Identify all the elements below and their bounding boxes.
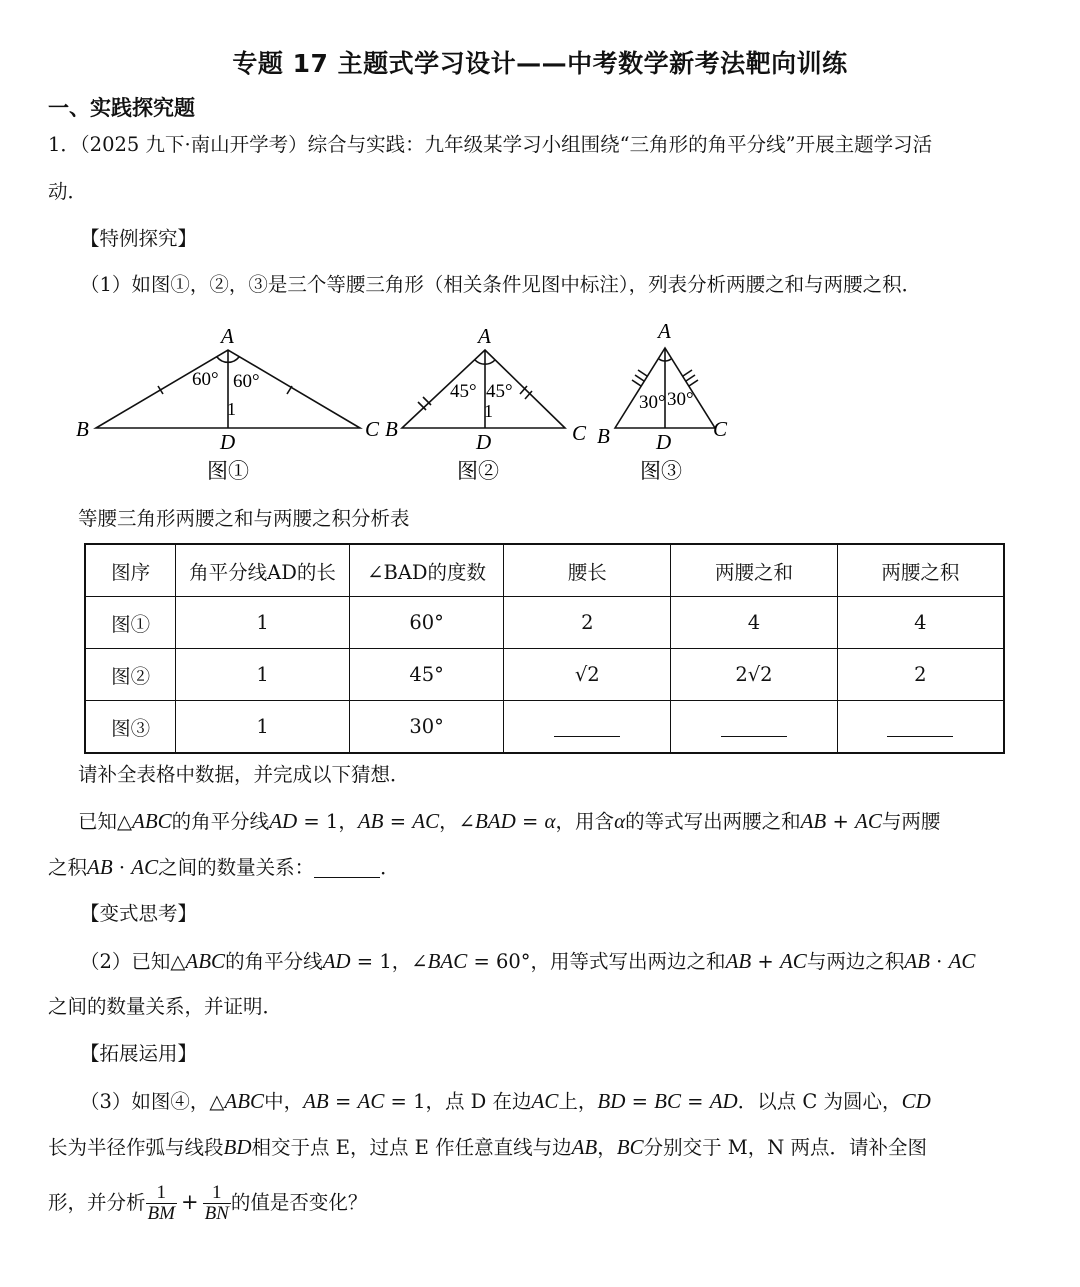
fig2-label-b: B xyxy=(385,417,398,441)
table-row xyxy=(85,649,1004,701)
analysis-table xyxy=(84,543,1005,754)
header-cell: 腰长 xyxy=(504,544,671,597)
fig1-label-b: B xyxy=(76,417,89,441)
table-cell: 图③ xyxy=(85,701,176,754)
part3-line3: 形，并分析 $\frac{1}{BM}$ + $\frac{1}{BN}$ 的值是否变化？ xyxy=(48,1182,368,1224)
table-cell: √2 xyxy=(504,649,671,701)
table-cell: 1 xyxy=(176,597,350,649)
fig2-label-a: A xyxy=(478,324,491,348)
after-table-line1: 请补全表格中数据，并完成以下猜想． xyxy=(78,763,410,786)
part2-line2: 之间的数量关系，并证明． xyxy=(48,995,283,1018)
header-cell: 两腰之和 xyxy=(671,544,838,597)
fig3-caption: 图③ xyxy=(640,459,682,483)
fig3-tick-ac-3 xyxy=(683,370,692,376)
fig3-tick-ac-1 xyxy=(689,380,698,386)
table-row xyxy=(85,597,1004,649)
table-cell: 1 xyxy=(176,701,350,754)
table-cell: 图① xyxy=(85,597,176,649)
table-cell: 图② xyxy=(85,649,176,701)
conjecture-line: 已知△ABC的角平分线AD = 1，AB = AC，∠BAD = α，用含α的等式写出两腰之和AB + AC与两腰 xyxy=(78,809,941,833)
fig1-caption: 图① xyxy=(207,459,249,483)
answer-blank-sum[interactable] xyxy=(721,716,787,737)
section-heading: 一、实践探究题 xyxy=(48,96,195,120)
fraction-1-over-bn: $\frac{1}{BN}$ xyxy=(204,1182,229,1224)
part1-header: 【特例探究】 xyxy=(80,227,198,250)
answer-blank-cell[interactable] xyxy=(837,701,1004,754)
fig1-angle-left: 60° xyxy=(192,369,219,390)
fig1-label-d: D xyxy=(220,430,236,454)
fig3-label-c: C xyxy=(713,417,728,441)
answer-blank-leg[interactable] xyxy=(554,716,620,737)
table-cell: 60° xyxy=(349,597,504,649)
fig3-angle-left: 30° xyxy=(639,392,666,413)
header-cell: 角平分线AD的长 xyxy=(176,544,350,597)
fig3-tick-ac-2 xyxy=(686,375,695,381)
fig2-angle-right: 45° xyxy=(486,381,513,402)
fig2-angle-left: 45° xyxy=(450,381,477,402)
table-cell: 2√2 xyxy=(671,649,838,701)
table-cell: 45° xyxy=(349,649,504,701)
fig2-label-d: D xyxy=(476,430,492,454)
fig1-angle-right: 60° xyxy=(233,371,260,392)
fig3-tick-ab-3 xyxy=(638,370,647,376)
fig2-label-c: C xyxy=(572,421,587,445)
header-cell: 两腰之积 xyxy=(837,544,1004,597)
fig3-tick-ab-2 xyxy=(635,375,644,381)
page-title: 专题 17 主题式学习设计——中考数学新考法靶向训练 xyxy=(232,49,848,78)
answer-blank-cell[interactable] xyxy=(671,701,838,754)
header-cell: ∠BAD的度数 xyxy=(349,544,504,597)
answer-blank-relation[interactable] xyxy=(314,857,380,878)
table-cell: 4 xyxy=(671,597,838,649)
fig1-label-a: A xyxy=(221,324,234,348)
part2-line1: （2）已知△ABC的角平分线AD = 1，∠BAC = 60°，用等式写出两边之和AB + AC与两边之积AB · AC xyxy=(80,949,976,973)
table-caption: 等腰三角形两腰之和与两腰之积分析表 xyxy=(78,507,410,530)
fig3-angle-right: 30° xyxy=(667,389,694,410)
answer-blank-product[interactable] xyxy=(887,716,953,737)
part3-line2: 长为半径作弧与线段BD相交于点 E，过点 E 作任意直线与边AB，BC分别交于 M，N 两点．请补全图 xyxy=(48,1135,928,1159)
q1-line1: 1．（2025 九下·南山开学考）综合与实践：九年级某学习小组围绕“三角形的角平分线”开展主题学习活 xyxy=(48,133,933,156)
conjecture-line-2: 之积AB · AC之间的数量关系： ． xyxy=(48,855,400,879)
q1-line2: 动． xyxy=(48,180,88,203)
table-cell: 4 xyxy=(837,597,1004,649)
table-cell: 2 xyxy=(504,597,671,649)
part1-text: （1）如图①，②，③是三个等腰三角形（相关条件见图中标注），列表分析两腰之和与两腰之积． xyxy=(80,273,922,296)
fig1-label-c: C xyxy=(365,417,380,441)
fig2-caption: 图② xyxy=(457,459,499,483)
fig2-ad-length: 1 xyxy=(484,401,493,421)
header-cell: 图序 xyxy=(85,544,176,597)
fig1-ad-length: 1 xyxy=(227,399,236,419)
table-cell: 2 xyxy=(837,649,1004,701)
triangle-figures xyxy=(60,315,760,490)
fraction-1-over-bm: $\frac{1}{BM}$ xyxy=(147,1182,175,1224)
part3-header: 【拓展运用】 xyxy=(80,1042,198,1065)
part3-line1: （3）如图④，△ABC中，AB = AC = 1，点 D 在边AC上，BD = BC = AD．以点 C 为圆心，CD xyxy=(80,1089,931,1113)
answer-blank-cell[interactable] xyxy=(504,701,671,754)
table-cell: 1 xyxy=(176,649,350,701)
table-header-row xyxy=(85,544,1004,597)
fig3-label-d: D xyxy=(656,430,672,454)
figure-3 xyxy=(615,348,715,428)
fig3-tick-ab-1 xyxy=(632,380,641,386)
fig3-label-a: A xyxy=(658,319,671,343)
table-row xyxy=(85,701,1004,754)
part2-header: 【变式思考】 xyxy=(80,902,198,925)
fig3-label-b: B xyxy=(597,424,610,448)
table-cell: 30° xyxy=(349,701,504,754)
